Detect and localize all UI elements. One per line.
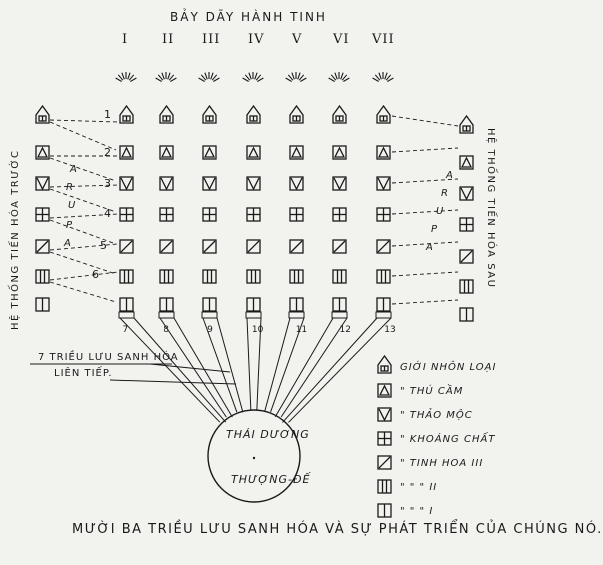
diagram-title: BẢY DÃY HÀNH TINH xyxy=(170,10,327,24)
legend-label: " " " I xyxy=(400,506,434,517)
ray-mark xyxy=(379,73,381,80)
kingdom-vee-icon xyxy=(377,177,390,190)
kingdom-bar1-icon xyxy=(203,298,216,311)
legend-vee-icon xyxy=(378,408,391,421)
kingdom-grid-icon xyxy=(377,208,390,221)
ray-mark xyxy=(168,73,170,80)
stream-box xyxy=(202,312,217,318)
kingdom-vee-icon xyxy=(247,177,260,190)
row-number-label: 5 xyxy=(100,239,107,252)
kingdom-grid-icon xyxy=(120,208,133,221)
right-grid-icon xyxy=(460,218,473,231)
left-letter-label: U xyxy=(68,200,76,211)
kingdom-bar1-icon xyxy=(160,298,173,311)
kingdom-slash-icon xyxy=(160,240,173,253)
left-letter-label: A xyxy=(64,238,71,249)
legend-label: " KHOÁNG CHẤT xyxy=(400,434,496,445)
legend-grid-icon xyxy=(378,432,391,445)
kingdom-triangle-icon xyxy=(160,146,173,159)
legend-label: " THẢO MỘC xyxy=(400,410,473,421)
chain-label: VI xyxy=(333,32,350,47)
ray-mark xyxy=(249,73,251,80)
kingdom-slash-icon xyxy=(377,240,390,253)
footer-caption: MƯỜI BA TRIỀU LƯU SANH HÓA VÀ SỰ PHÁT TRIỂN CỦA CHÚNG NÓ. xyxy=(72,522,603,537)
kingdom-slash-icon xyxy=(203,240,216,253)
legend-bars2-icon xyxy=(378,480,391,493)
left-letter-label: R xyxy=(66,182,73,193)
kingdom-vee-icon xyxy=(290,177,303,190)
stream-number-label: 13 xyxy=(384,325,396,335)
kingdom-triangle-icon xyxy=(333,146,346,159)
kingdom-vee-icon xyxy=(203,177,216,190)
right-dashed-line xyxy=(392,300,458,304)
stream-number-label: 11 xyxy=(295,325,308,335)
kingdom-triangle-icon xyxy=(290,146,303,159)
chain-label: II xyxy=(162,32,175,47)
left-bars2-icon xyxy=(36,270,49,283)
stream-number-label: 9 xyxy=(207,325,213,335)
right-dashed-line xyxy=(392,272,458,276)
left-dashed-line xyxy=(50,272,118,280)
left-dashed-line xyxy=(50,282,116,302)
kingdom-bar1-icon xyxy=(120,298,133,311)
right-vee-icon xyxy=(460,187,473,200)
stream-line xyxy=(281,318,347,417)
ray-mark xyxy=(292,73,294,80)
stream-box xyxy=(246,312,261,318)
legend-bar1-icon xyxy=(378,504,391,517)
stream-number-label: 8 xyxy=(163,325,170,335)
legend-slash-icon xyxy=(378,456,391,469)
row-number-label: 4 xyxy=(104,207,111,220)
right-letter-label: A xyxy=(446,170,453,181)
legend-label: GIỚI NHÔN LOẠI xyxy=(400,362,497,373)
kingdom-bar1-icon xyxy=(290,298,303,311)
chain-label: VII xyxy=(372,32,395,47)
stream-box xyxy=(332,312,347,318)
chain-label: IV xyxy=(248,32,265,47)
kingdom-vee-icon xyxy=(160,177,173,190)
kingdom-slash-icon xyxy=(290,240,303,253)
left-dashed-line xyxy=(50,244,118,250)
left-house-icon xyxy=(36,106,49,123)
stream-number-label: 12 xyxy=(339,325,351,335)
legend-triangle-icon xyxy=(378,384,391,397)
kingdom-triangle-icon xyxy=(120,146,133,159)
left-bar1-icon xyxy=(36,298,49,311)
kingdom-house-icon xyxy=(160,106,173,123)
kingdom-house-icon xyxy=(247,106,260,123)
kingdom-house-icon xyxy=(377,106,390,123)
legend-house-icon xyxy=(378,356,391,373)
ray-mark xyxy=(205,73,207,80)
kingdom-bar1-icon xyxy=(247,298,260,311)
ray-mark xyxy=(341,73,343,80)
chain-label: III xyxy=(202,32,221,47)
stream-note-line2: LIÊN TIẾP. xyxy=(54,368,113,379)
kingdom-vee-icon xyxy=(333,177,346,190)
right-letter-label: U xyxy=(436,206,444,217)
kingdom-bars2-icon xyxy=(377,270,390,283)
kingdom-grid-icon xyxy=(160,208,173,221)
right-dashed-line xyxy=(392,242,458,246)
ray-mark xyxy=(122,73,124,80)
logos-label: THƯỢNG-ĐẾ xyxy=(231,473,311,486)
ray-mark xyxy=(385,73,387,80)
kingdom-bar1-icon xyxy=(377,298,390,311)
right-letter-label: A xyxy=(426,242,433,253)
kingdom-bar1-icon xyxy=(333,298,346,311)
stream-number-label: 10 xyxy=(251,325,264,335)
left-dashed-line xyxy=(50,252,116,274)
left-slash-icon xyxy=(36,240,49,253)
ray-mark xyxy=(255,73,257,80)
note-pointer-line xyxy=(150,364,230,372)
right-dashed-line xyxy=(392,116,458,126)
kingdom-bars2-icon xyxy=(333,270,346,283)
kingdom-house-icon xyxy=(333,106,346,123)
row-number-label: 2 xyxy=(104,146,111,159)
right-bar1-icon xyxy=(460,308,473,321)
right-slash-icon xyxy=(460,250,473,263)
kingdom-triangle-icon xyxy=(203,146,216,159)
stream-box xyxy=(289,312,304,318)
kingdom-house-icon xyxy=(203,106,216,123)
kingdom-house-icon xyxy=(290,106,303,123)
kingdom-grid-icon xyxy=(333,208,346,221)
row-number-label: 3 xyxy=(104,177,111,190)
row-number-label: 6 xyxy=(92,268,99,281)
left-triangle-icon xyxy=(36,146,49,159)
left-letter-label: P xyxy=(66,220,73,231)
kingdom-house-icon xyxy=(120,106,133,123)
right-dashed-line xyxy=(392,210,458,214)
right-letter-label: R xyxy=(441,188,448,199)
row-number-label: 1 xyxy=(104,108,111,121)
ray-mark xyxy=(211,73,213,80)
kingdom-grid-icon xyxy=(290,208,303,221)
ray-mark xyxy=(128,73,130,80)
legend-label: " TINH HOA III xyxy=(400,458,484,469)
kingdom-slash-icon xyxy=(120,240,133,253)
kingdom-triangle-icon xyxy=(247,146,260,159)
stream-box xyxy=(376,312,391,318)
legend-label: " " " II xyxy=(400,482,438,493)
stream-number-label: 7 xyxy=(122,325,129,335)
kingdom-vee-icon xyxy=(120,177,133,190)
sun-label: THÁI DƯƠNG xyxy=(226,428,310,441)
ray-mark xyxy=(335,73,337,80)
chain-label: I xyxy=(122,32,129,47)
right-triangle-icon xyxy=(460,156,473,169)
chain-label: V xyxy=(292,32,303,47)
right-house-icon xyxy=(460,116,473,133)
kingdom-triangle-icon xyxy=(377,146,390,159)
stream-line xyxy=(247,318,251,410)
left-vee-icon xyxy=(36,177,49,190)
legend-label: " THÚ CẦM xyxy=(400,386,464,397)
kingdom-slash-icon xyxy=(247,240,260,253)
note-pointer-line xyxy=(110,380,236,384)
left-grid-icon xyxy=(36,208,49,221)
kingdom-bars2-icon xyxy=(290,270,303,283)
left-letter-label: A xyxy=(70,164,77,175)
left-side-label: HỆ THỐNG TIẾN HÓA TRƯỚC xyxy=(10,149,21,330)
right-bars2-icon xyxy=(460,280,473,293)
kingdom-bars2-icon xyxy=(203,270,216,283)
right-dashed-line xyxy=(392,148,458,152)
right-letter-label: P xyxy=(431,224,438,235)
right-side-label: HỆ THỐNG TIẾN HÓA SAU xyxy=(485,128,496,289)
stream-line xyxy=(160,318,226,417)
ray-mark xyxy=(298,73,300,80)
ray-mark xyxy=(162,73,164,80)
kingdom-bars2-icon xyxy=(160,270,173,283)
stream-box xyxy=(159,312,174,318)
stream-note-line1: 7 TRIỀU LƯU SANH HÓA xyxy=(38,352,179,363)
sun-center-dot xyxy=(253,457,255,459)
stream-box xyxy=(119,312,134,318)
kingdom-bars2-icon xyxy=(247,270,260,283)
kingdom-grid-icon xyxy=(203,208,216,221)
kingdom-grid-icon xyxy=(247,208,260,221)
sun-circle xyxy=(208,410,300,502)
kingdom-bars2-icon xyxy=(120,270,133,283)
kingdom-slash-icon xyxy=(333,240,346,253)
